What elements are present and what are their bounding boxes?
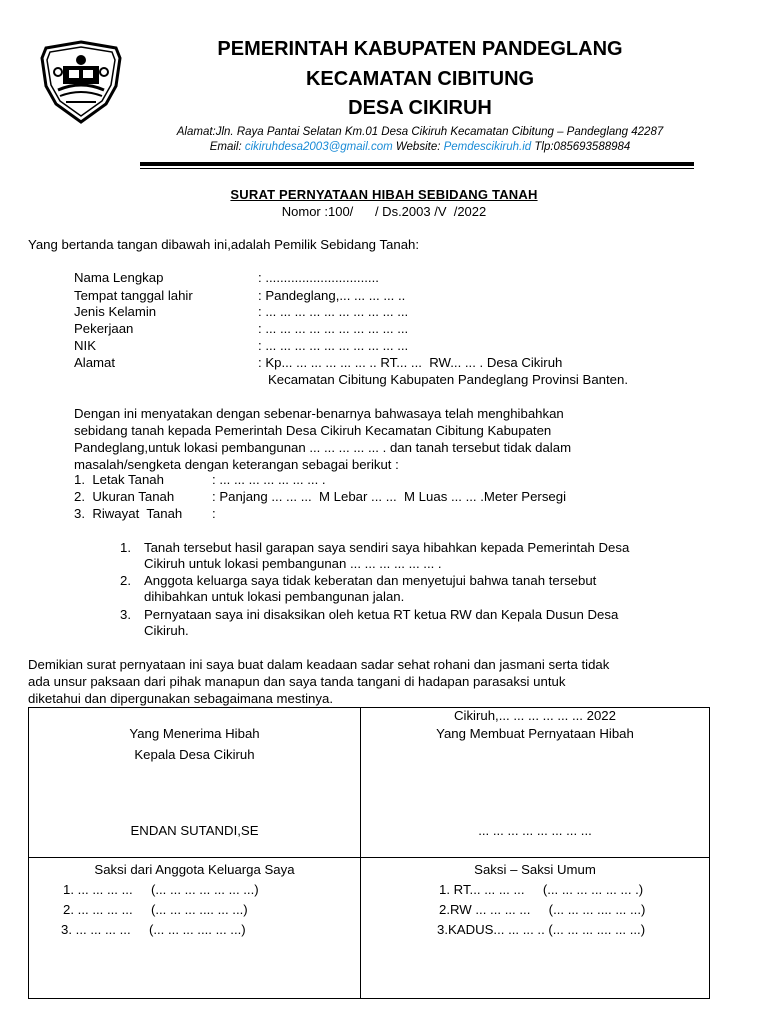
public-witness-item: 3.KADUS... ... ... .. (... ... ... .... ... ...) [437, 922, 646, 937]
phone-number: Tlp:085693588984 [534, 141, 631, 153]
public-witness-title: Saksi – Saksi Umum [474, 862, 596, 877]
website-label: Website: [395, 141, 441, 153]
identity-value: : ............................... [258, 270, 379, 285]
family-witness-item: 3. ... ... ... ... (... ... ... .... ... ...) [61, 922, 246, 937]
recipient-title: Kepala Desa Cikiruh [134, 747, 255, 762]
identity-value: : Kp... ... ... ... ... ... .. RT... ... RW... ... . Desa Cikiruh [258, 355, 563, 370]
land-item-value: : ... ... ... ... ... ... ... . [212, 472, 326, 487]
family-witness-title: Saksi dari Anggota Keluarga Saya [94, 862, 295, 877]
identity-label: Jenis Kelamin [74, 304, 157, 319]
history-number: 2. [120, 573, 131, 588]
statement-line: sebidang tanah kepada Pemerintah Desa Cikiruh Kecamatan Cibitung Kabupaten [74, 423, 552, 438]
statement-line: masalah/sengketa dengan keterangan sebagai berikut : [74, 457, 399, 472]
closing-line: Demikian surat pernyataan ini saya buat dalam keadaan sadar sehat rohani dan jasmani serta tidak [28, 657, 610, 672]
closing-line: ada unsur paksaan dari pihak manapun dan saya tanda tangani di hadapan parasaksi untuk [28, 674, 566, 689]
recipient-role: Yang Menerima Hibah [129, 726, 260, 741]
identity-value: : Pandeglang,... ... ... ... .. [258, 288, 406, 303]
history-line: Cikiruh. [144, 623, 189, 638]
header-government: PEMERINTAH KABUPATEN PANDEGLANG [217, 38, 623, 60]
land-item-label: 1. Letak Tanah [74, 472, 164, 487]
family-witness-item: 1. ... ... ... ... (... ... ... ... ... ... ...) [63, 882, 259, 897]
statement-line: Dengan ini menyatakan dengan sebenar-benarnya bahwasaya telah menghibahkan [74, 406, 564, 421]
history-line: Anggota keluarga saya tidak keberatan dan menyetujui bahwa tanah tersebut [144, 573, 597, 588]
declarant-role: Yang Membuat Pernyataan Hibah [436, 726, 634, 741]
document-title: SURAT PERNYATAAN HIBAH SEBIDANG TANAH [230, 187, 538, 202]
identity-label: Tempat tanggal lahir [74, 288, 193, 303]
land-item-label: 2. Ukuran Tanah [74, 489, 175, 504]
identity-value: : ... ... ... ... ... ... ... ... ... ... [258, 304, 409, 319]
public-witness-item: 1. RT... ... ... ... (... ... ... ... ... ... .) [439, 882, 644, 897]
website-link[interactable]: Pemdescikiruh.id [443, 141, 532, 153]
history-line: Pernyataan saya ini disaksikan oleh ketua RT ketua RW dan Kepala Dusun Desa [144, 607, 619, 622]
family-witness-item: 2. ... ... ... ... (... ... ... .... ... ...) [63, 902, 248, 917]
regency-logo [36, 38, 126, 126]
public-witness-item: 2.RW ... ... ... ... (... ... ... .... ... ...) [439, 902, 646, 917]
history-number: 3. [120, 607, 131, 622]
history-line: dihibahkan untuk lokasi pembangunan jalan. [144, 589, 405, 604]
land-item-value: : [212, 506, 216, 521]
statement-paragraph [74, 405, 714, 473]
declarant-name: ... ... ... ... ... ... ... ... [478, 823, 592, 838]
identity-value: : ... ... ... ... ... ... ... ... ... ... [258, 321, 409, 336]
header-contact [70, 140, 768, 155]
address-continuation: Kecamatan Cibitung Kabupaten Pandeglang Provinsi Banten. [268, 372, 628, 387]
header-district: KECAMATAN CIBITUNG [305, 68, 535, 90]
table-divider-vertical [360, 708, 361, 998]
closing-line: diketahui dan dipergunakan sebagaimana mestinya. [28, 691, 333, 706]
header-divider-thin [140, 168, 694, 169]
header-divider-thick [140, 162, 694, 166]
header-village: DESA CIKIRUH [348, 97, 492, 119]
identity-label: Nama Lengkap [74, 270, 164, 285]
intro-text: Yang bertanda tangan dibawah ini,adalah Pemilik Sebidang Tanah: [28, 237, 420, 252]
statement-line: Pandeglang,untuk lokasi pembangunan ... ... ... ... ... . dan tanah tersebut tidak dalam [74, 440, 572, 455]
identity-label: NIK [74, 338, 96, 353]
signing-date: Cikiruh,... ... ... ... ... ... 2022 [454, 708, 616, 723]
history-line: Tanah tersebut hasil garapan saya sendiri saya hibahkan kepada Pemerintah Desa [144, 540, 630, 555]
history-number: 1. [120, 540, 131, 555]
land-item-label: 3. Riwayat Tanah [74, 506, 183, 521]
document-number: Nomor :100/ / Ds.2003 /V /2022 [281, 204, 487, 219]
identity-value: : ... ... ... ... ... ... ... ... ... ... [258, 338, 409, 353]
land-item-value: : Panjang ... ... ... M Lebar ... ... M Luas ... ... .Meter Persegi [212, 489, 567, 504]
history-line: Cikiruh untuk lokasi pembangunan ... ... ... ... ... ... . [144, 556, 442, 571]
email-link[interactable]: cikiruhdesa2003@gmail.com [244, 141, 393, 153]
table-divider-horizontal [29, 857, 709, 858]
closing-paragraph [28, 656, 738, 707]
email-label: Email: [209, 141, 242, 153]
recipient-name: ENDAN SUTANDI,SE [130, 823, 259, 838]
identity-label: Alamat [74, 355, 116, 370]
header-address: Alamat:Jln. Raya Pantai Selatan Km.01 Desa Cikiruh Kecamatan Cibitung – Pandeglang 42287 [176, 126, 664, 138]
signature-table [28, 707, 710, 999]
identity-label: Pekerjaan [74, 321, 134, 336]
